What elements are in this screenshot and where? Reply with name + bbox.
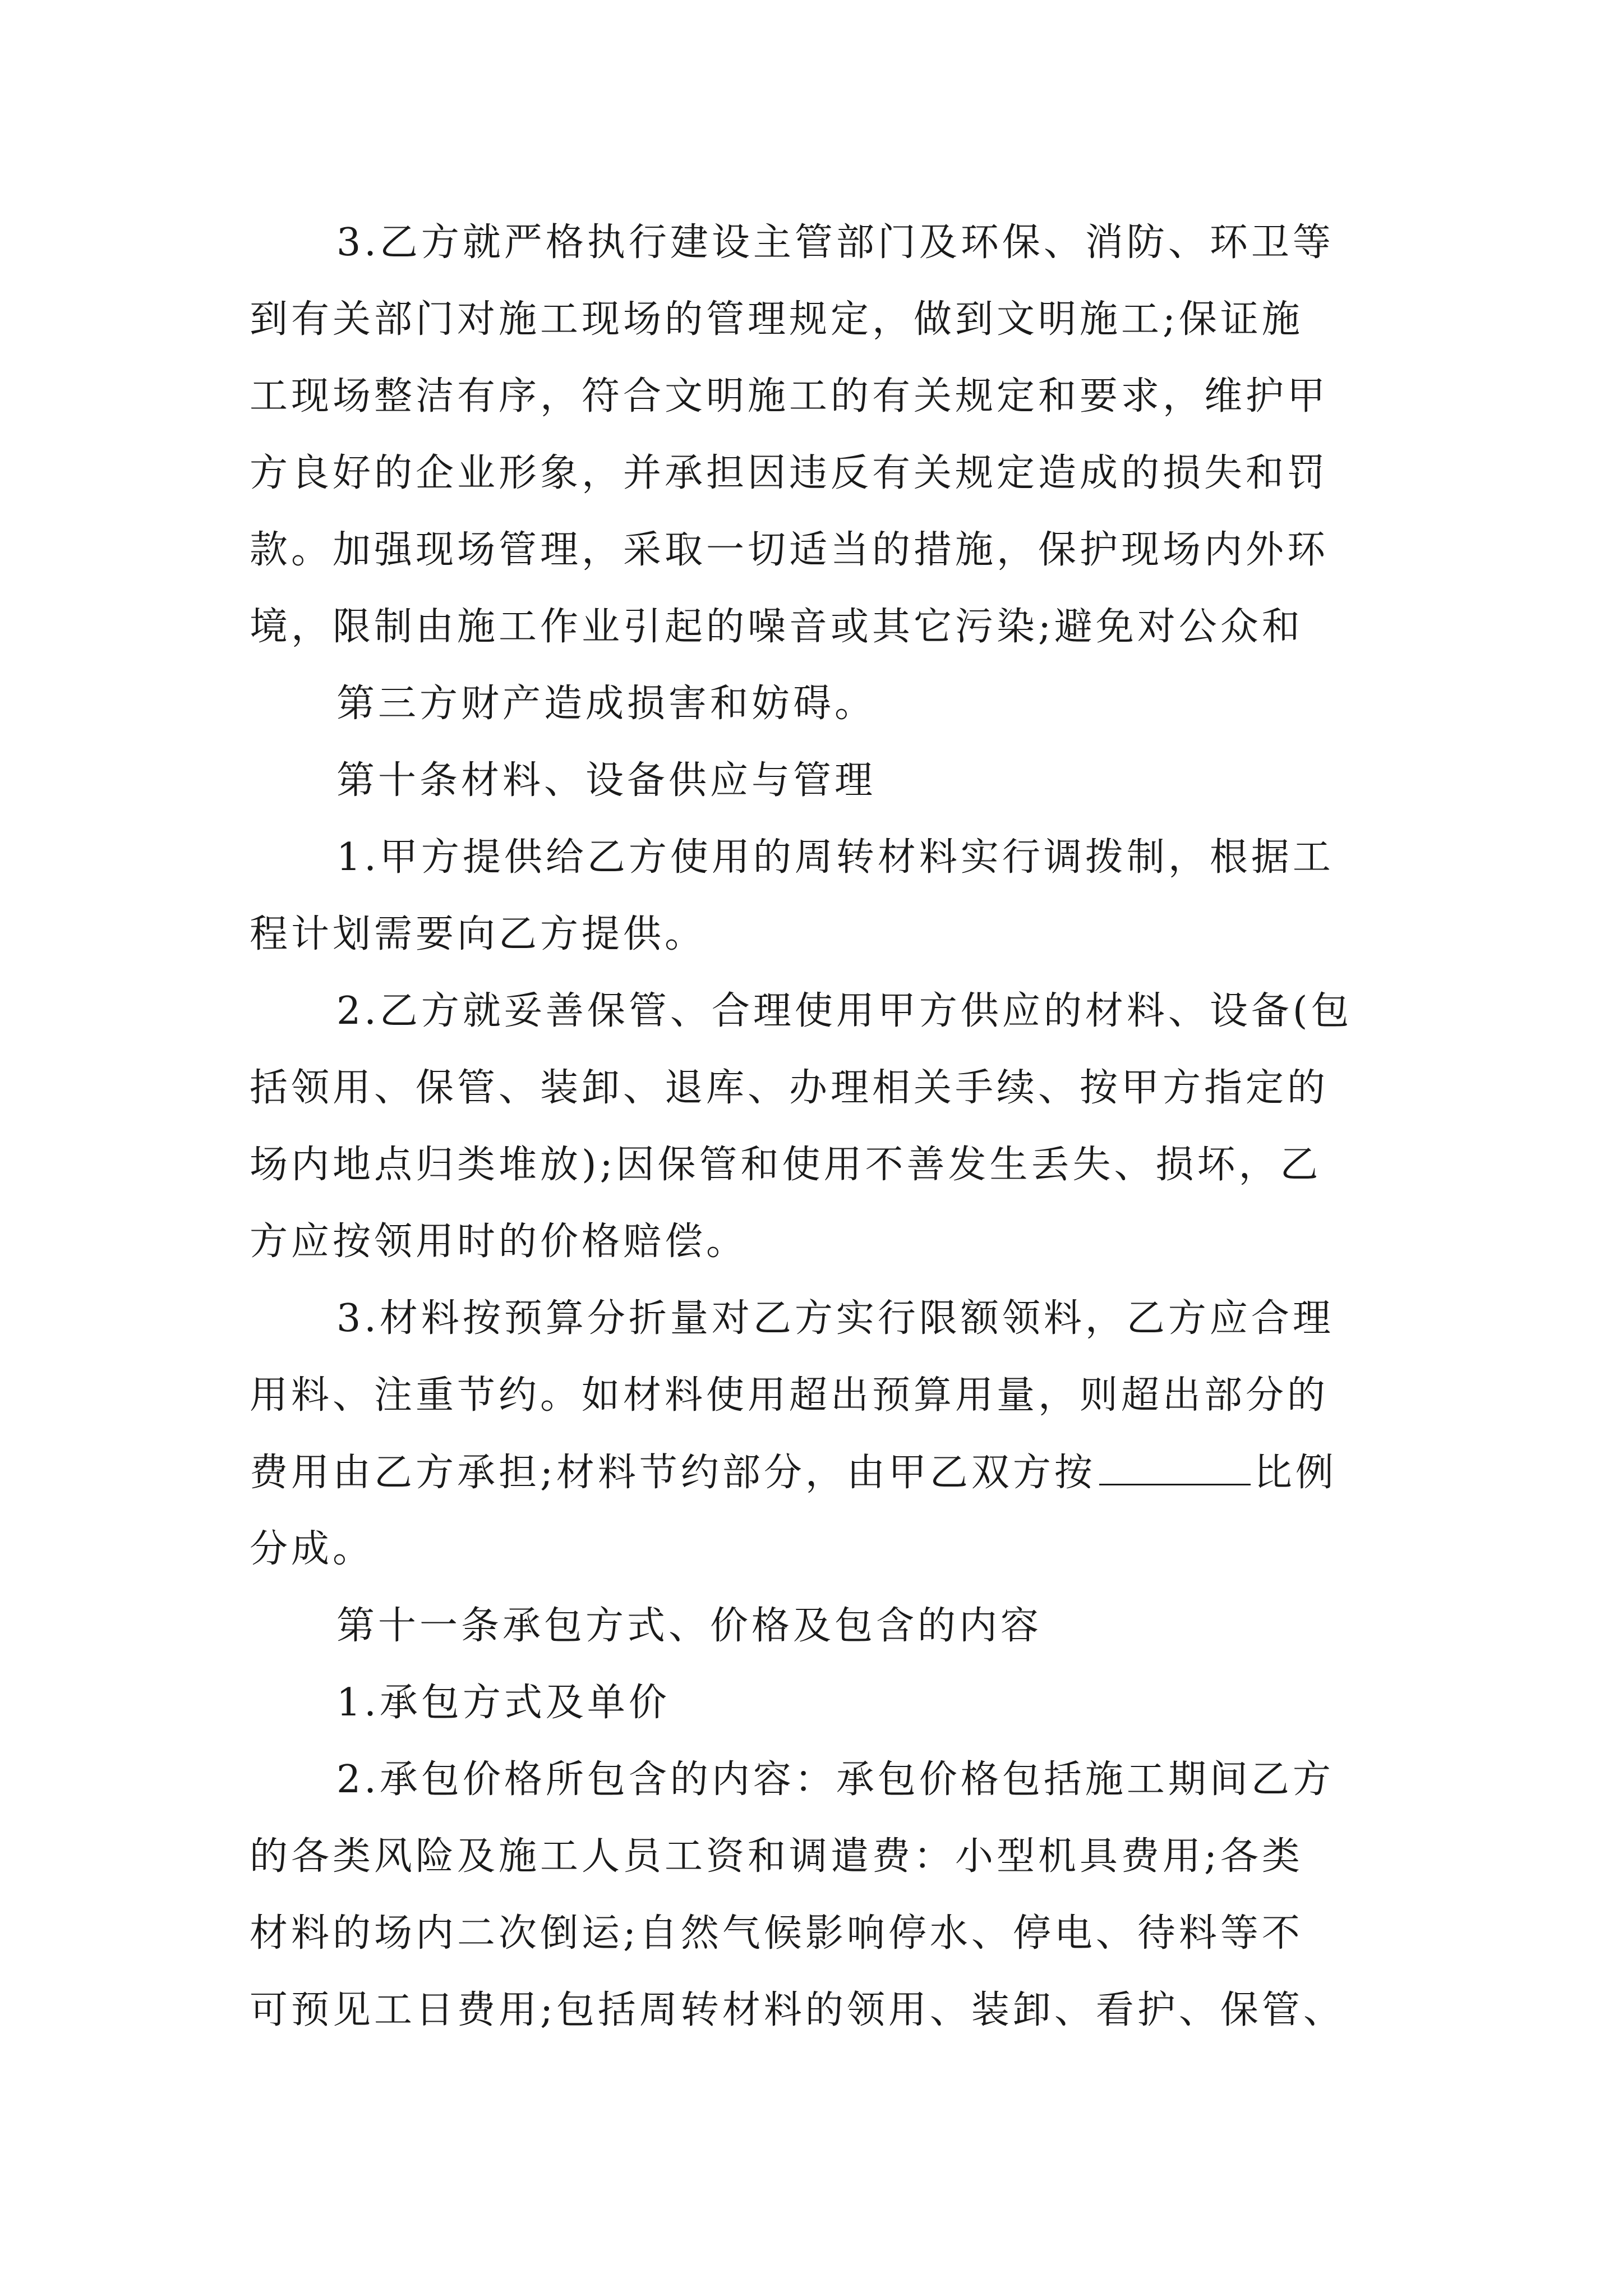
text-line: 用料、注重节约。如材料使用超出预算用量，则超出部分的 bbox=[250, 1373, 1329, 1418]
text-line: 第三方财产造成损害和妨碍。 bbox=[336, 682, 877, 726]
text-line: 场内地点归类堆放);因保管和使用不善发生丢失、损坏，乙 bbox=[250, 1143, 1322, 1187]
text-line: 3.乙方就严格执行建设主管部门及环保、消防、环卫等 bbox=[336, 220, 1334, 265]
text-segment: 比例 bbox=[1253, 1451, 1337, 1495]
text-line: 2.乙方就妥善保管、合理使用甲方供应的材料、设备(包 bbox=[336, 989, 1353, 1033]
text-line: 方应按领用时的价格赔偿。 bbox=[250, 1220, 748, 1264]
text-line-with-blank bbox=[250, 1450, 1337, 1496]
text-line: 可预见工日费用;包括周转材料的领用、装卸、看护、保管、 bbox=[250, 1988, 1345, 2032]
text-line: 款。加强现场管理，采取一切适当的措施，保护现场内外环 bbox=[250, 528, 1329, 572]
text-line: 的各类风险及施工人员工资和调遣费：小型机具费用;各类 bbox=[250, 1834, 1303, 1879]
text-line: 到有关部门对施工现场的管理规定，做到文明施工;保证施 bbox=[250, 297, 1303, 342]
section-heading: 第十一条承包方式、价格及包含的内容 bbox=[336, 1604, 1043, 1648]
fill-in-blank bbox=[1099, 1450, 1251, 1485]
text-line: 材料的场内二次倒运;自然气候影响停水、停电、待料等不 bbox=[250, 1911, 1303, 1955]
text-line: 1.甲方提供给乙方使用的周转材料实行调拨制，根据工 bbox=[336, 835, 1334, 880]
section-heading: 第十条材料、设备供应与管理 bbox=[336, 758, 877, 803]
text-line: 境，限制由施工作业引起的噪音或其它污染;避免对公众和 bbox=[250, 605, 1303, 649]
text-line: 1.承包方式及单价 bbox=[336, 1681, 670, 1725]
text-line: 3.材料按预算分折量对乙方实行限额领料，乙方应合理 bbox=[336, 1296, 1334, 1341]
text-line: 分成。 bbox=[250, 1527, 375, 1571]
text-line: 工现场整洁有序，符合文明施工的有关规定和要求，维护甲 bbox=[250, 374, 1329, 418]
text-line: 方良好的企业形象，并承担因违反有关规定造成的损失和罚 bbox=[250, 451, 1329, 495]
text-line: 括领用、保管、装卸、退库、办理相关手续、按甲方指定的 bbox=[250, 1066, 1329, 1110]
text-line: 2.承包价格所包含的内容：承包价格包括施工期间乙方 bbox=[336, 1757, 1334, 1802]
text-segment: 费用由乙方承担;材料节约部分，由甲乙双方按 bbox=[250, 1451, 1096, 1495]
text-line: 程计划需要向乙方提供。 bbox=[250, 912, 707, 956]
